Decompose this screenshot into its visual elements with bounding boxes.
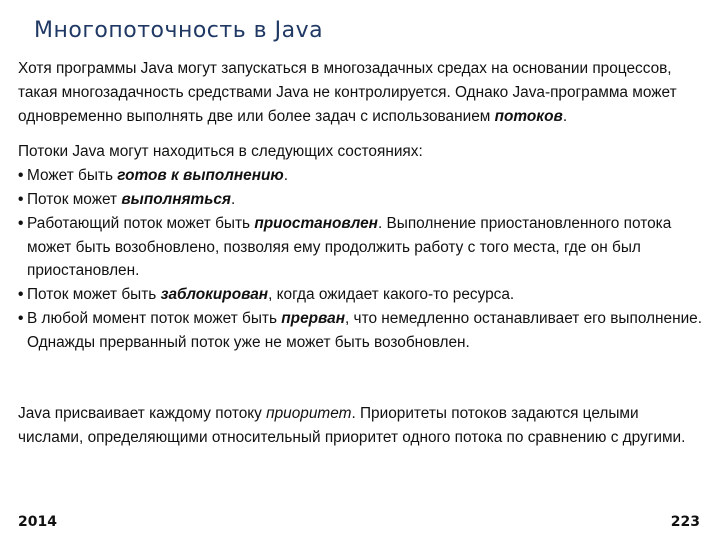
state-text-before: В любой момент поток может быть (27, 309, 282, 327)
state-text-before: Поток может (27, 190, 122, 208)
state-item (18, 164, 706, 188)
states-list (18, 164, 706, 354)
bullet-icon: • (18, 309, 24, 327)
state-term: заблокирован (160, 286, 269, 304)
state-term: готов к выполнению (117, 167, 284, 185)
intro-paragraph (18, 57, 706, 128)
priority-text-before: Java присваивает каждому потоку (18, 405, 267, 422)
state-item (18, 188, 706, 212)
intro-text: Хотя программы Java могут запускаться в многозадачных средах на основании процессов, такая многозадачность средствами Java не контролируется. Однако Java-программа может одновременно выполнять две или более задач с использованием (18, 60, 677, 125)
slide-body (18, 57, 706, 355)
state-term: прерван (281, 309, 345, 327)
bullet-icon: • (18, 190, 24, 208)
intro-end: . (562, 107, 568, 125)
state-text-after: , когда ожидает какого-то ресурса. (268, 286, 515, 304)
intro-term: потоков (494, 107, 563, 125)
bullet-icon: • (18, 214, 24, 232)
state-text-after: . (231, 190, 236, 208)
state-term: приостановлен (254, 214, 378, 232)
state-text-after: . Выполнение приостановленного потока может быть возобновлено, позволяя ему продолжить работу с того места, где он был приостановлен. (27, 214, 672, 280)
bullet-icon: • (18, 167, 24, 185)
priority-paragraph (18, 402, 706, 450)
state-text-after: , что немедленно останавливает его выполнение. Однажды прерванный поток уже не может быть возобновлен. (27, 309, 703, 351)
state-text-before: Работающий поток может быть (27, 214, 255, 232)
state-item (18, 212, 706, 283)
state-text-after: . (283, 167, 289, 185)
state-item (18, 307, 706, 355)
states-heading: Потоки Java могут находиться в следующих состояниях: (18, 143, 423, 161)
state-item (18, 283, 706, 307)
priority-term: приоритет (266, 405, 352, 422)
bullet-icon: • (18, 286, 24, 304)
priority-text-after: . Приоритеты потоков задаются целыми числами, определяющими относительный приоритет одного потока по сравнению с другими. (18, 405, 686, 446)
slide-title: Многопоточность в Java (34, 18, 324, 43)
state-text-before: Поток может быть (27, 286, 161, 304)
page-number: 223 (670, 514, 700, 530)
state-term: выполняться (121, 190, 231, 208)
state-text-before: Может быть (27, 167, 118, 185)
footer-year: 2014 (18, 514, 57, 530)
